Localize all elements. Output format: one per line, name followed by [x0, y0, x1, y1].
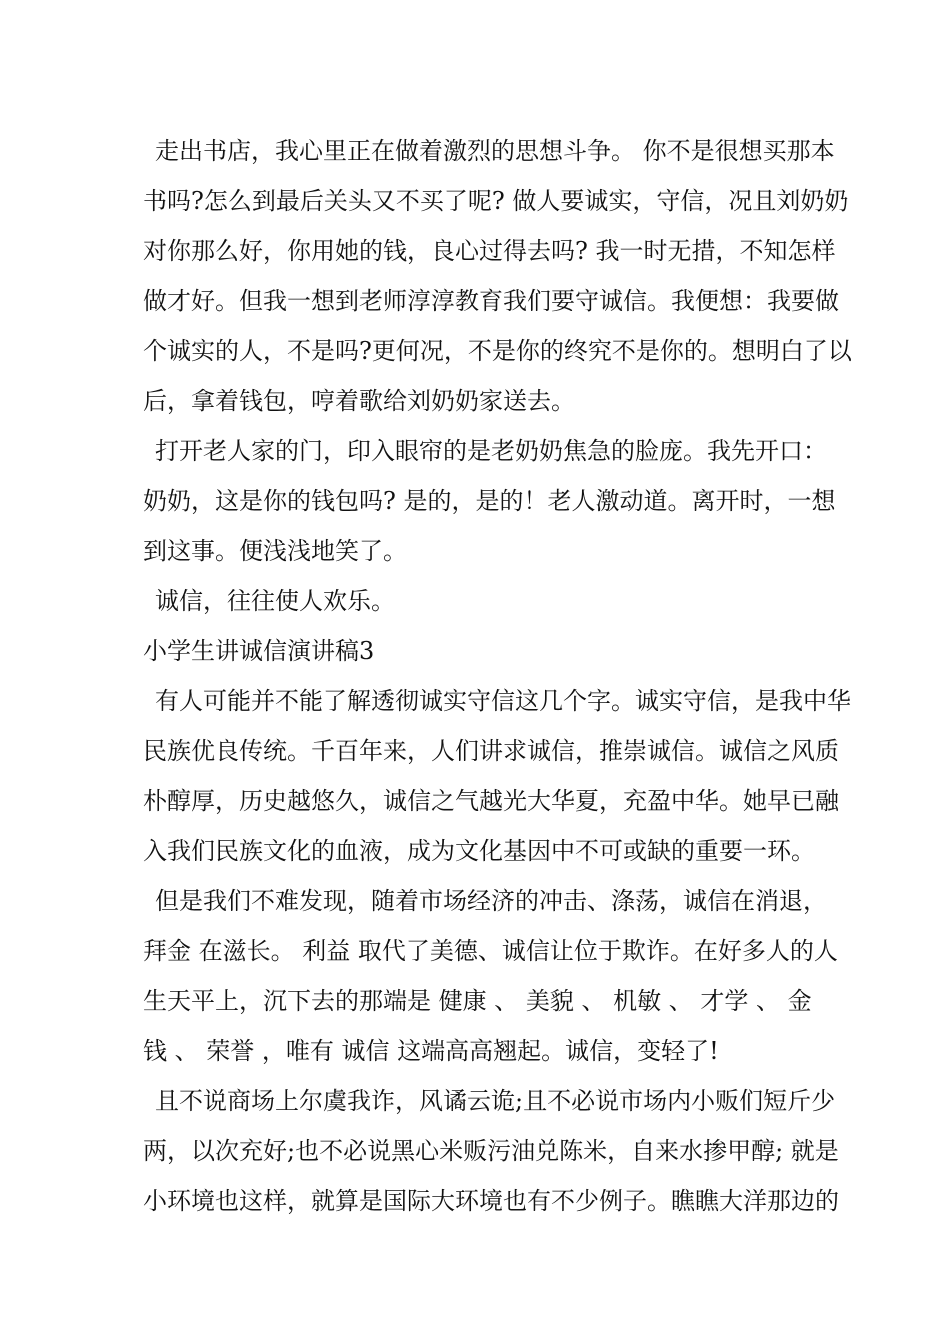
text-line: 小环境也这样，就算是国际大环境也有不少例子。瞧瞧大洋那边的 [143, 1187, 839, 1215]
text-line: 后，拿着钱包，哼着歌给刘奶奶家送去。 [143, 387, 575, 415]
text-line: 奶奶，这是你的钱包吗? 是的，是的！老人激动道。离开时，一想 [143, 487, 836, 515]
text-line: 生天平上，沉下去的那端是 健康 、 美貌 、 机敏 、 才学 、 金 [143, 987, 812, 1015]
text-line: 做才好。但我一想到老师淳淳教育我们要守诚信。我便想：我要做 [143, 287, 839, 315]
text-line: 打开老人家的门，印入眼帘的是老奶奶焦急的脸庞。我先开口： [155, 437, 827, 465]
paragraph-2 [143, 426, 836, 576]
text-line: 且不说商场上尔虞我诈，风谲云诡;且不必说市场内小贩们短斤少 [155, 1087, 836, 1115]
text-line: 对你那么好，你用她的钱，良心过得去吗? 我一时无措，不知怎样 [143, 237, 836, 265]
text-line: 有人可能并不能了解透彻诚实守信这几个字。诚实守信，是我中华 [155, 687, 851, 715]
text-line: 民族优良传统。千百年来，人们讲求诚信，推崇诚信。诚信之风质 [143, 737, 839, 765]
text-line: 诚信，往往使人欢乐。 [155, 587, 395, 615]
document-page [143, 126, 852, 1226]
text-line: 朴醇厚，历史越悠久，诚信之气越光大华夏，充盈中华。她早已融 [143, 787, 839, 815]
paragraph-4 [143, 676, 851, 876]
text-line: 走出书店，我心里正在做着激烈的思想斗争。 你不是很想买那本 [155, 137, 835, 165]
paragraph-6 [143, 1076, 839, 1226]
text-line: 入我们民族文化的血液，成为文化基因中不可或缺的重要一环。 [143, 837, 815, 865]
text-line: 个诚实的人，不是吗?更何况，不是你的终究不是你的。想明白了以 [143, 337, 852, 365]
text-line: 到这事。便浅浅地笑了。 [143, 537, 407, 565]
text-line: 但是我们不难发现，随着市场经济的冲击、涤荡，诚信在消退， [155, 887, 827, 915]
text-line: 钱 、 荣誉 ，唯有 诚信 这端高高翘起。诚信，变轻了! [143, 1037, 719, 1065]
section-heading: 小学生讲诚信演讲稿3 [143, 637, 375, 665]
text-line: 两，以次充好;也不必说黑心米贩污油兑陈米，自来水掺甲醇; 就是 [143, 1137, 839, 1165]
paragraph-3 [143, 576, 811, 626]
paragraph-5 [143, 876, 838, 1076]
text-line: 书吗?怎么到最后关头又不买了呢? 做人要诚实，守信，况且刘奶奶 [143, 187, 849, 215]
paragraph-1 [143, 126, 852, 426]
text-line: 拜金 在滋长。 利益 取代了美德、诚信让位于欺诈。在好多人的人 [143, 937, 838, 965]
